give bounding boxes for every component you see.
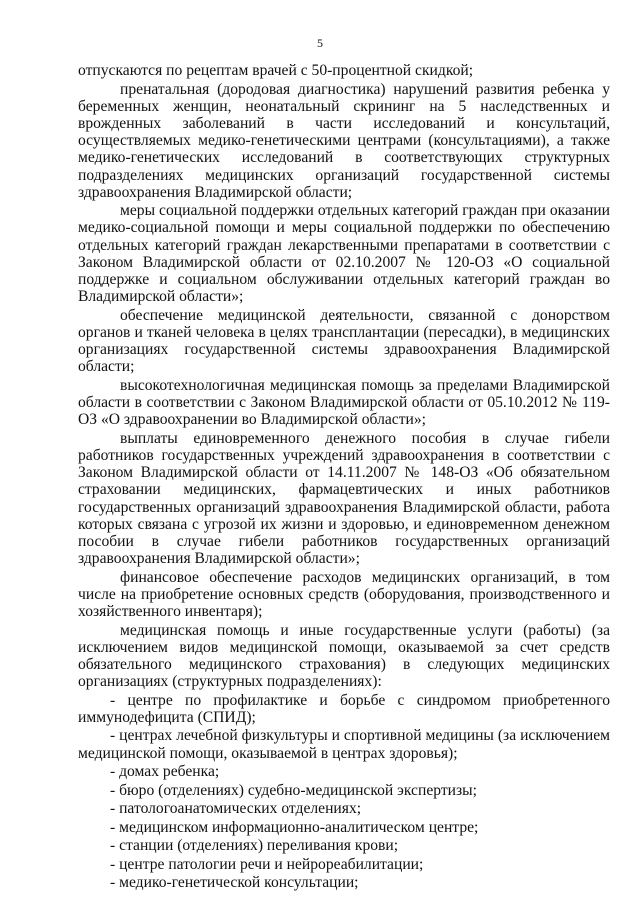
paragraph: финансовое обеспечение расходов медицинских организаций, в том числе на приобретение основных средств (оборудования, производственного и хозяйственного инвентаря); — [78, 568, 610, 621]
paragraph: меры социальной поддержки отдельных категорий граждан при оказании медико-социальной помощи и меры социальной поддержки по обеспечению отдельных категорий граждан лекарственными препаратами в соответствии с Законом Владимирской области от 02.10.2007 № 120-ОЗ «О социальной поддержке и социальном обслуживании отдельных категорий граждан во Владимирской области»; — [78, 202, 610, 306]
list-item: - центрах лечебной физкультуры и спортивной медицины (за исключением медицинской помощи, оказываемой в центрах здоровья); — [78, 727, 610, 762]
paragraph: высокотехнологичная медицинская помощь за пределами Владимирской области в соответствии с Законом Владимирской области от 05.10.2012 № 119-ОЗ «О здравоохранении во Владимирской области»; — [78, 376, 610, 429]
list-item: - медико-генетической консультации; — [110, 874, 359, 892]
list-item: - домах ребенка; — [110, 763, 220, 781]
list-item: - бюро (отделениях) судебно-медицинской экспертизы; — [110, 781, 477, 799]
list-item: - патологоанатомических отделениях; — [110, 800, 362, 818]
paragraph: отпускаются по рецептам врачей с 50-процентной скидкой; — [78, 62, 474, 79]
paragraph: медицинская помощь и иные государственные услуги (работы) (за исключением видов медицинской помощи, оказываемой за счет средств обязательного медицинского страхования) в следующих медицинских организациях (структурных подразделениях): — [78, 621, 610, 691]
document-body — [78, 62, 610, 893]
page-number: 5 — [317, 36, 323, 50]
list-item: - центре по профилактике и борьбе с синдромом приобретенного иммунодефицита (СПИД); — [78, 691, 610, 726]
list-item: - станции (отделениях) переливания крови; — [110, 837, 399, 855]
list-item: - медицинском информационно-аналитическом центре; — [110, 818, 479, 836]
list-item: - центре патологии речи и нейрореабилитации; — [110, 855, 424, 873]
paragraph: пренатальная (дородовая диагностика) нарушений развития ребенка у беременных женщин, неонатальный скрининг на 5 наследственных и врожденных заболеваний в части исследований и консультаций, осуществляемых медико-генетическими центрами (консультациями), а также медико-генетических исследований в соответствующих структурных подразделениях медицинских организаций государственной системы здравоохранения Владимирской области; — [78, 80, 610, 201]
paragraph: обеспечение медицинской деятельности, связанной с донорством органов и тканей человека в целях трансплантации (пересадки), в медицинских организациях государственной системы здравоохранения Владимирской области; — [78, 306, 610, 376]
paragraph: выплаты единовременного денежного пособия в случае гибели работников государственных учреждений здравоохранения в соответствии с Законом Владимирской области от 14.11.2007 № 148-ОЗ «Об обязательном страховании медицинских, фармацевтических и иных работников государственных организаций здравоохранения Владимирской области, работа которых связана с угрозой их жизни и здоровью, и единовременном денежном пособии в случае гибели работников государственных организаций здравоохранения Владимирской области»; — [78, 429, 610, 568]
